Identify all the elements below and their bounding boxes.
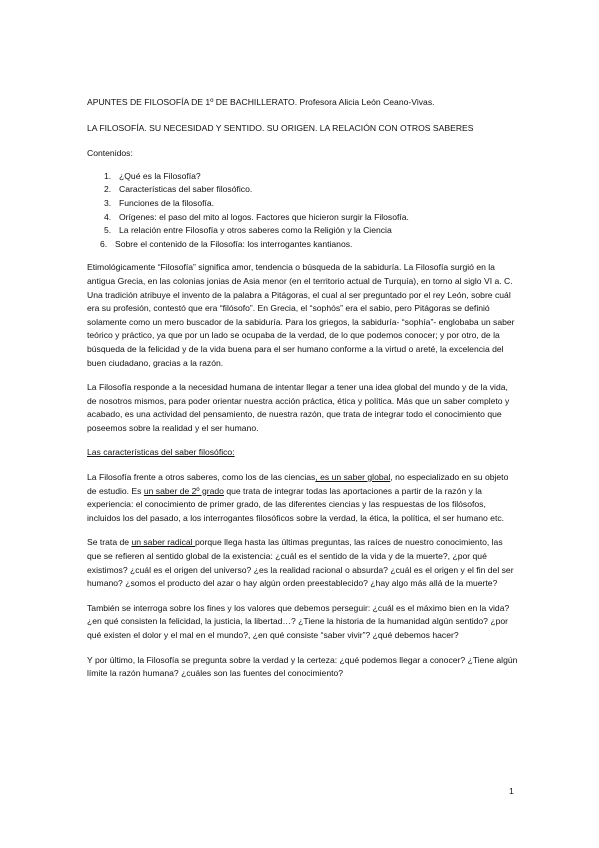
paragraph-radical-knowledge (87, 536, 519, 590)
list-item (87, 197, 519, 211)
list-item (87, 224, 519, 238)
underlined-text: un saber radical (131, 537, 195, 548)
document-body (87, 96, 519, 692)
page-number: 1 (509, 786, 514, 796)
list-item-number: 6. (100, 238, 108, 249)
text-run: La Filosofía frente a otros saberes, como los de las ciencias (87, 472, 316, 483)
list-item-number: 5. (104, 225, 112, 236)
text-run: Se trata de (87, 537, 132, 548)
list-item (87, 238, 519, 252)
document-title: LA FILOSOFÍA. SU NECESIDAD Y SENTIDO. SU ORIGEN. LA RELACIÓN CON OTROS SABERES (87, 122, 474, 133)
paragraph-human-need: La Filosofía responde a la necesidad humana de intentar llegar a tener una idea global del mundo y de la vida, de nosotros mismos, para poder orientar nuestra acción práctica, ética y política. Más que un saber completo y acabado, es una actividad del pensamiento, de nuestra razón, que trata de integrar todo el conocimiento que poseemos sobre la realidad y el ser humano. (87, 382, 510, 433)
list-item-number: 1. (104, 170, 112, 181)
list-item (87, 211, 519, 225)
contents-list (87, 170, 519, 252)
list-item-text: Sobre el contenido de la Filosofía: los interrogantes kantianos. (115, 238, 353, 249)
section-heading: Las características del saber filosófico: (87, 447, 235, 458)
list-item-text: ¿Qué es la Filosofía? (119, 170, 201, 181)
paragraph-global-knowledge (87, 471, 519, 525)
text-run: que trata de integrar todas las aportaciones a partir de la razón y la experiencia: el conocimiento de primer grado, de las diferentes ciencias y las respuestas de los filósofos, incluidos los del pasado, a los interrogantes filosóficos sobre la verdad, la ética, la política, el ser humano etc. (87, 485, 505, 523)
underlined-text: , es un saber global (315, 472, 391, 483)
paragraph-values: También se interroga sobre los fines y los valores que debemos perseguir: ¿cuál es el máximo bien en la vida? ¿en qué consisten la felicidad, la justicia, la libertad…? ¿Tiene la historia de la humanidad algún sentido? ¿por qué existen el dolor y el mal en el mundo?, ¿en qué consiste “saber vivir”? ¿qué debemos hacer? (87, 602, 510, 640)
list-item-text: Orígenes: el paso del mito al logos. Factores que hicieron surgir la Filosofía. (119, 211, 409, 222)
text-run: , no especializado en su objeto de estudio. Es (87, 472, 509, 496)
text-run: porque llega hasta las últimas preguntas, las raíces de nuestro conocimiento, las que se refieren al sentido global de la existencia: ¿cuál es el sentido de la vida y de la muerte?, ¿por qué existimos? ¿cuál es el origen del universo? ¿es la realidad racional o absurda? ¿cuál es el origen y el fin del ser humano? ¿somos el producto del azar o hay algún orden preestablecido? ¿hay algo más allá de la muerte? (87, 537, 514, 589)
list-item-text: La relación entre Filosofía y otros saberes como la Religión y la Ciencia (119, 225, 392, 236)
list-item (87, 183, 519, 197)
list-item-text: Características del saber filosófico. (119, 184, 253, 195)
contents-label: Contenidos: (87, 148, 133, 159)
list-item (87, 170, 519, 184)
list-item-number: 2. (104, 184, 112, 195)
paragraph-truth: Y por último, la Filosofía se pregunta sobre la verdad y la certeza: ¿qué podemos llegar a conocer? ¿Tiene algún límite la razón humana? ¿cuáles son las fuentes del conocimiento? (87, 654, 518, 679)
document-header: APUNTES DE FILOSOFÍA DE 1º DE BACHILLERATO. Profesora Alicia León Ceano-Vivas. (87, 97, 435, 107)
list-item-text: Funciones de la filosofía. (119, 197, 215, 208)
list-item-number: 3. (104, 197, 112, 208)
list-item-number: 4. (104, 211, 112, 222)
underlined-text: un saber de 2º grado (143, 485, 224, 496)
paragraph-etymology: Etimológicamente “Filosofía” significa amor, tendencia o búsqueda de la sabiduría. La Filosofía surgió en la antigua Grecia, en las colonias jonias de Asia menor (en el territorio actual de Turquía), en torno al siglo VI a. C. Una tradición atribuye el invento de la palabra a Pitágoras, el cual al ser preguntado por el rey León, sobre cuál era su profesión, contestó que era “filósofo”. En Grecia, el “sophós” era el sabio, pero Pitágoras se definió solamente como un mero buscador de la sabiduría. Para los griegos, la sabiduría- “sophía”- englobaba un saber teórico y práctico, ya que por un lado se ocupaba de la verdad, de lo que podemos conocer; y por otro, de la búsqueda de la felicidad y de la vida buena para el ser humano conforme a la virtud o areté, la excelencia del buen ciudadano, gracias a la razón. (87, 262, 515, 368)
